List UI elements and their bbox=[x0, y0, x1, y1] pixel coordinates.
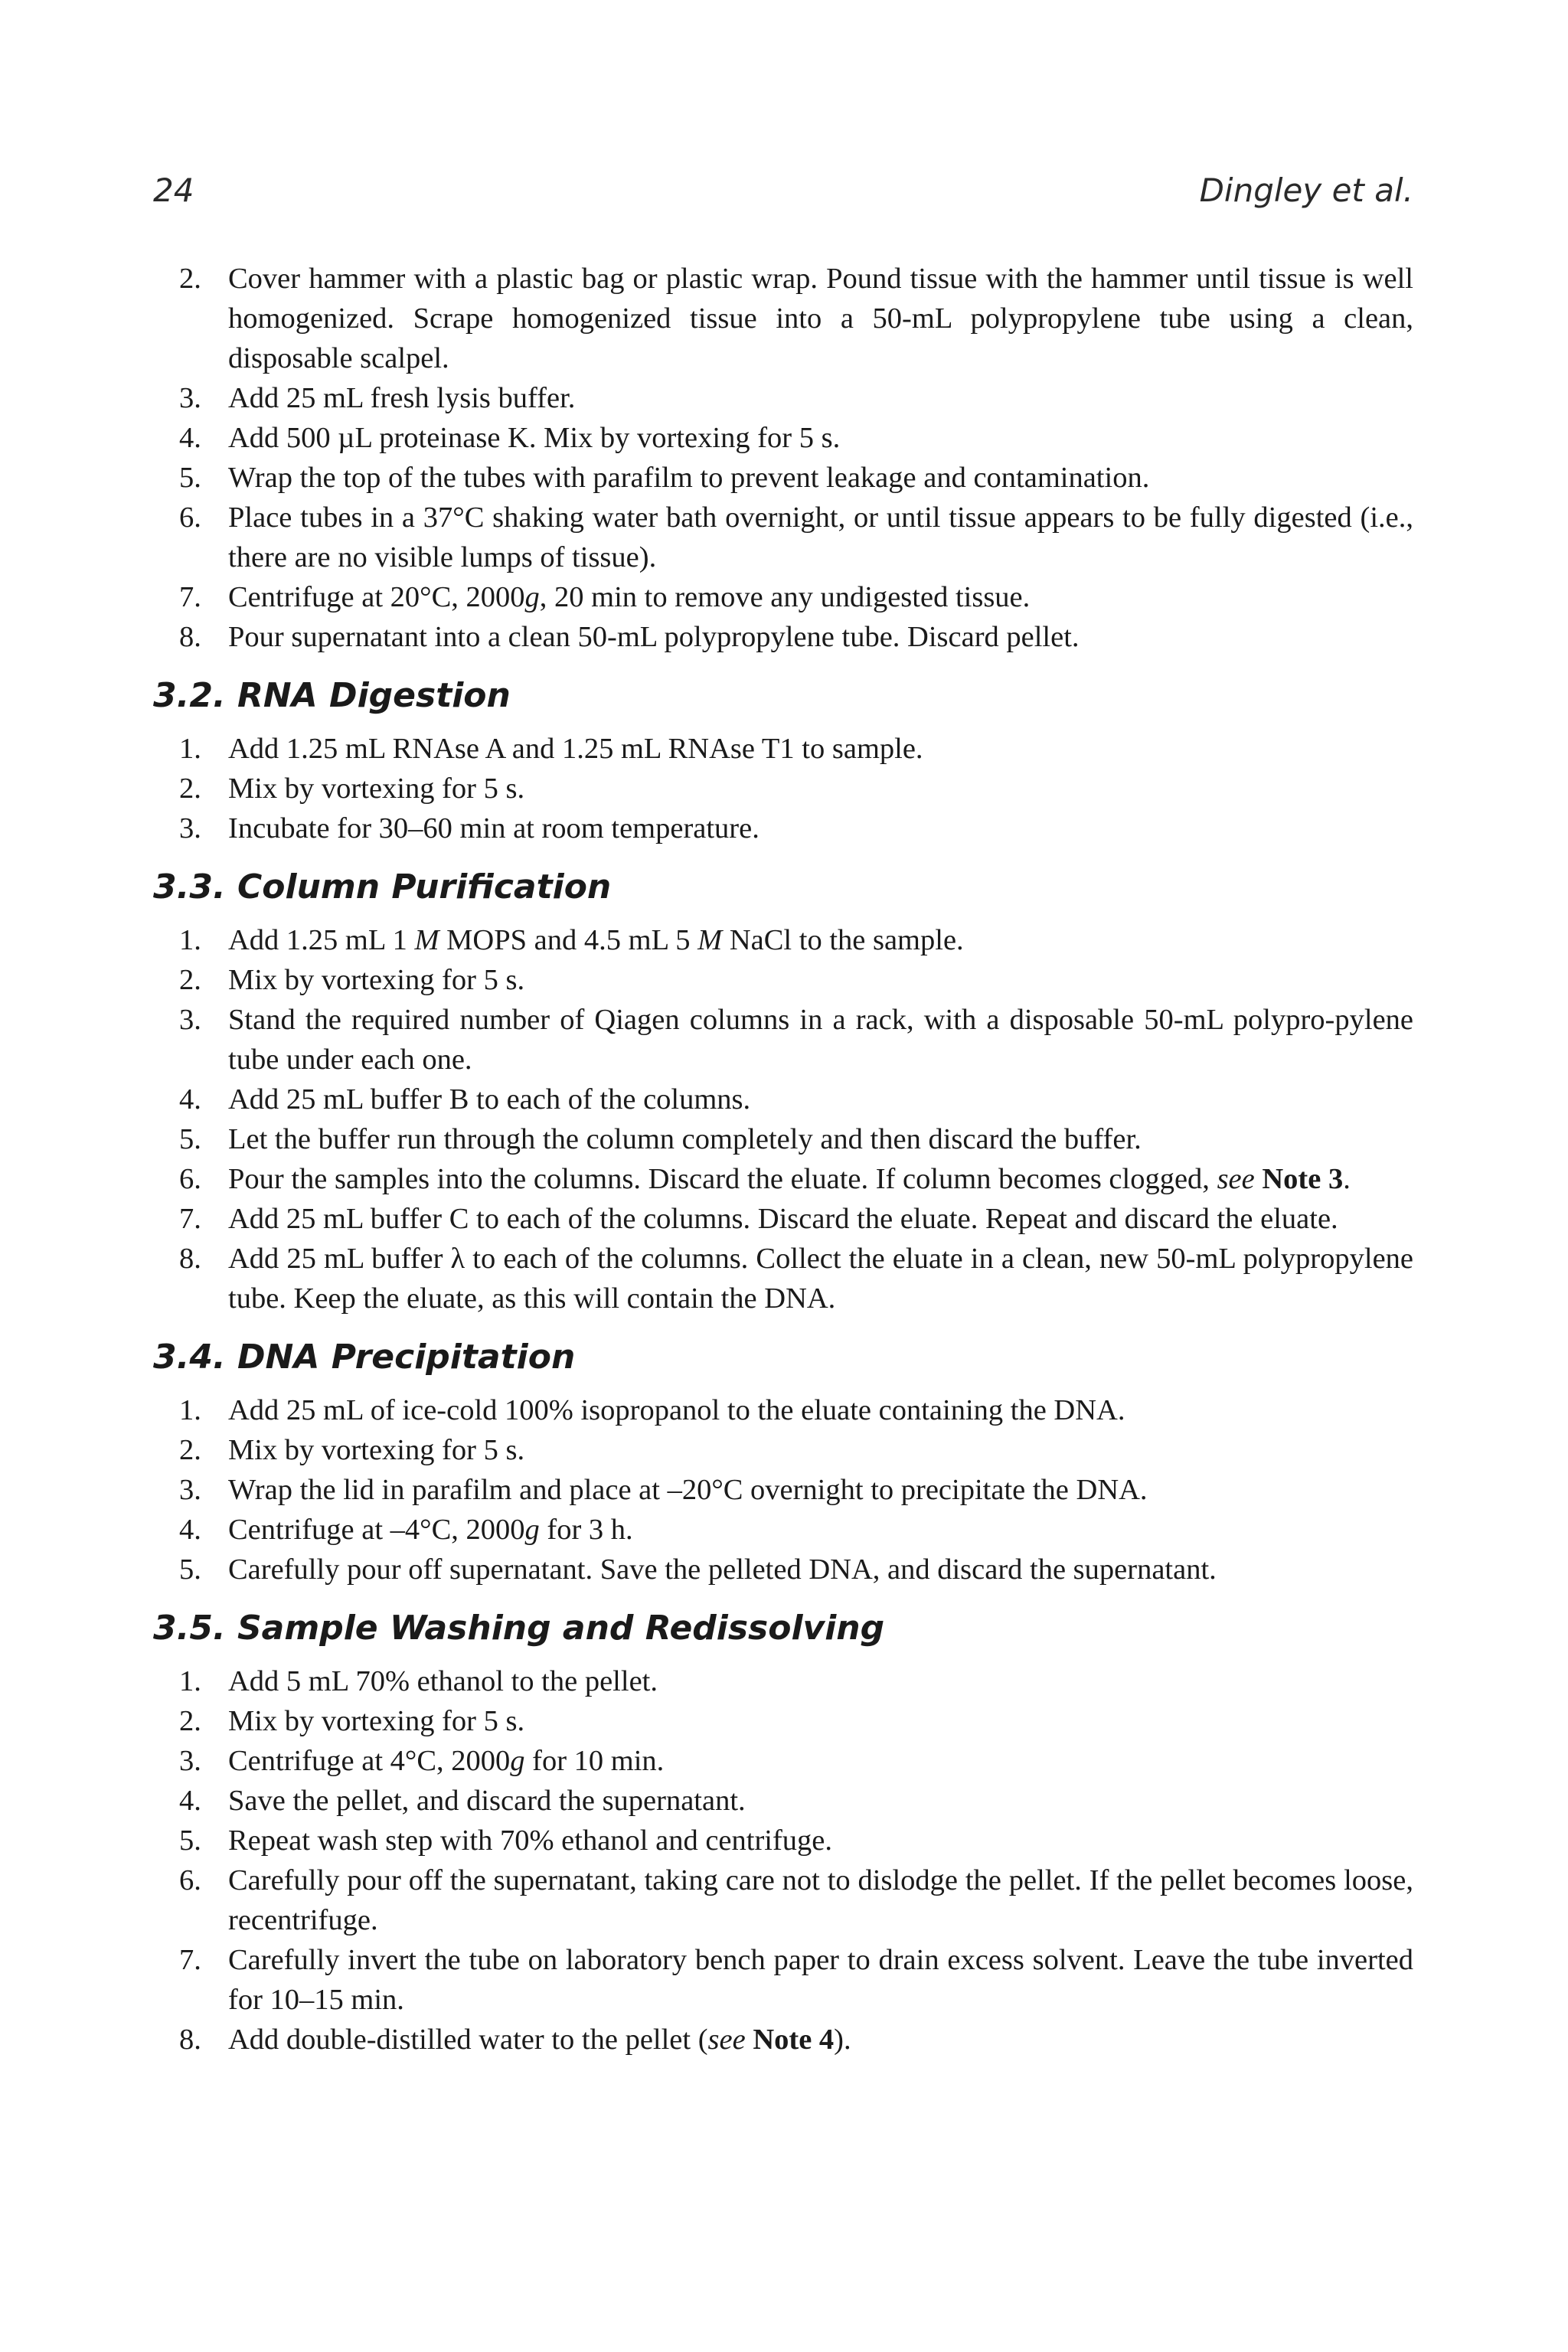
step-item bbox=[153, 1510, 1413, 1550]
step-text: Pour supernatant into a clean 50-mL polypropylene tube. Discard pellet. bbox=[228, 621, 1080, 653]
section-heading: 3.2. RNA Digestion bbox=[153, 676, 511, 715]
step-item bbox=[153, 1119, 1413, 1159]
step-text: Stand the required number of Qiagen columns in a rack, with a disposable 50-mL polypro-pylene tube under each one. bbox=[228, 1004, 1413, 1076]
step-number: 8. bbox=[179, 1243, 201, 1275]
step-number: 3. bbox=[179, 1474, 201, 1506]
step-text: Add 25 mL buffer λ to each of the columns. Collect the eluate in a clean, new 50-mL polypropylene tube. Keep the eluate, as this will contain the DNA. bbox=[228, 1243, 1413, 1315]
step-list bbox=[153, 1390, 1413, 1589]
step-text: Add 25 mL of ice-cold 100% isopropanol to the eluate containing the DNA. bbox=[228, 1394, 1125, 1426]
step-text: Carefully pour off the supernatant, taking care not to dislodge the pellet. If the pellet becomes loose, recentrifuge. bbox=[228, 1864, 1413, 1936]
step-item bbox=[153, 617, 1413, 657]
step-item bbox=[153, 458, 1413, 498]
step-item bbox=[153, 1080, 1413, 1119]
step-text: Centrifuge at –4°C, 2000g for 3 h. bbox=[228, 1514, 633, 1546]
step-text: Cover hammer with a plastic bag or plastic wrap. Pound tissue with the hammer until tissue is well homogenized. Scrape homogenized tissue into a 50-mL polypropylene tube using a clean, disposable scalpel. bbox=[228, 263, 1413, 374]
step-item bbox=[153, 378, 1413, 418]
step-number: 6. bbox=[179, 1864, 201, 1896]
step-item bbox=[153, 1550, 1413, 1589]
step-item bbox=[153, 1860, 1413, 1940]
step-text: Wrap the lid in parafilm and place at –20°C overnight to precipitate the DNA. bbox=[228, 1474, 1148, 1506]
step-text: Mix by vortexing for 5 s. bbox=[228, 773, 525, 805]
step-item bbox=[153, 1821, 1413, 1860]
step-number: 5. bbox=[179, 1123, 201, 1155]
step-number: 2. bbox=[179, 1434, 201, 1466]
step-item bbox=[153, 1661, 1413, 1701]
step-number: 7. bbox=[179, 1203, 201, 1235]
step-number: 8. bbox=[179, 2024, 201, 2056]
step-number: 2. bbox=[179, 964, 201, 996]
step-item bbox=[153, 1390, 1413, 1430]
step-item bbox=[153, 920, 1413, 960]
step-text: Carefully pour off supernatant. Save the pelleted DNA, and discard the supernatant. bbox=[228, 1553, 1217, 1586]
running-head-authors: Dingley et al. bbox=[1199, 172, 1413, 209]
step-text: Save the pellet, and discard the supernatant. bbox=[228, 1785, 746, 1817]
step-text: Add 5 mL 70% ethanol to the pellet. bbox=[228, 1665, 658, 1697]
step-number: 3. bbox=[179, 1004, 201, 1036]
step-text: Add 25 mL buffer B to each of the columns. bbox=[228, 1083, 751, 1116]
step-number: 2. bbox=[179, 773, 201, 805]
step-list bbox=[153, 729, 1413, 848]
step-item bbox=[153, 769, 1413, 808]
step-text: Carefully invert the tube on laboratory bench paper to drain excess solvent. Leave the tube inverted for 10–15 min. bbox=[228, 1944, 1413, 2016]
step-item bbox=[153, 1000, 1413, 1080]
step-item bbox=[153, 1470, 1413, 1510]
step-number: 2. bbox=[179, 263, 201, 295]
step-item bbox=[153, 808, 1413, 848]
step-number: 6. bbox=[179, 1163, 201, 1195]
section-heading: 3.5. Sample Washing and Redissolving bbox=[153, 1609, 885, 1648]
step-number: 3. bbox=[179, 382, 201, 414]
step-text: Add 25 mL fresh lysis buffer. bbox=[228, 382, 576, 414]
section-heading: 3.4. DNA Precipitation bbox=[153, 1338, 576, 1377]
step-text: Mix by vortexing for 5 s. bbox=[228, 1434, 525, 1466]
step-item bbox=[153, 1781, 1413, 1821]
step-number: 4. bbox=[179, 1785, 201, 1817]
step-text: Centrifuge at 4°C, 2000g for 10 min. bbox=[228, 1745, 665, 1777]
step-text: Add double-distilled water to the pellet (see Note 4). bbox=[228, 2024, 851, 2056]
step-text: Wrap the top of the tubes with parafilm to prevent leakage and contamination. bbox=[228, 462, 1150, 494]
step-item bbox=[153, 729, 1413, 769]
step-item bbox=[153, 577, 1413, 617]
step-text: Add 1.25 mL RNAse A and 1.25 mL RNAse T1 to sample. bbox=[228, 733, 923, 765]
step-text: Let the buffer run through the column completely and then discard the buffer. bbox=[228, 1123, 1142, 1155]
step-list bbox=[153, 920, 1413, 1318]
step-number: 1. bbox=[179, 733, 201, 765]
step-text: Mix by vortexing for 5 s. bbox=[228, 1705, 525, 1737]
section-heading: 3.3. Column Purification bbox=[153, 867, 612, 906]
step-item bbox=[153, 1701, 1413, 1741]
step-number: 1. bbox=[179, 1665, 201, 1697]
step-number: 3. bbox=[179, 812, 201, 844]
step-number: 5. bbox=[179, 462, 201, 494]
step-item bbox=[153, 1239, 1413, 1318]
step-number: 7. bbox=[179, 581, 201, 613]
step-number: 5. bbox=[179, 1824, 201, 1857]
step-number: 1. bbox=[179, 924, 201, 956]
step-number: 6. bbox=[179, 501, 201, 534]
step-item bbox=[153, 1430, 1413, 1470]
step-text: Place tubes in a 37°C shaking water bath overnight, or until tissue appears to be fully digested (i.e., there are no visible lumps of tissue). bbox=[228, 501, 1413, 573]
step-number: 4. bbox=[179, 1083, 201, 1116]
step-item bbox=[153, 259, 1413, 378]
page-body bbox=[153, 259, 1413, 2060]
step-number: 8. bbox=[179, 621, 201, 653]
step-number: 2. bbox=[179, 1705, 201, 1737]
step-item bbox=[153, 418, 1413, 458]
step-text: Pour the samples into the columns. Discard the eluate. If column becomes clogged, see Note 3. bbox=[228, 1163, 1351, 1195]
step-item bbox=[153, 1940, 1413, 2020]
step-item bbox=[153, 960, 1413, 1000]
step-text: Centrifuge at 20°C, 2000g, 20 min to remove any undigested tissue. bbox=[228, 581, 1031, 613]
step-list bbox=[153, 259, 1413, 657]
running-header bbox=[153, 172, 1413, 217]
step-text: Add 25 mL buffer C to each of the columns. Discard the eluate. Repeat and discard the eluate. bbox=[228, 1203, 1338, 1235]
step-item bbox=[153, 2020, 1413, 2060]
step-number: 4. bbox=[179, 422, 201, 454]
step-item bbox=[153, 1159, 1413, 1199]
step-item bbox=[153, 1199, 1413, 1239]
step-text: Add 1.25 mL 1 M MOPS and 4.5 mL 5 M NaCl to the sample. bbox=[228, 924, 964, 956]
step-list bbox=[153, 1661, 1413, 2060]
step-item bbox=[153, 1741, 1413, 1781]
step-text: Add 500 µL proteinase K. Mix by vortexing for 5 s. bbox=[228, 422, 841, 454]
step-number: 7. bbox=[179, 1944, 201, 1976]
page-number: 24 bbox=[153, 172, 194, 209]
step-text: Repeat wash step with 70% ethanol and centrifuge. bbox=[228, 1824, 833, 1857]
step-number: 1. bbox=[179, 1394, 201, 1426]
step-number: 3. bbox=[179, 1745, 201, 1777]
step-text: Mix by vortexing for 5 s. bbox=[228, 964, 525, 996]
step-item bbox=[153, 498, 1413, 577]
step-number: 4. bbox=[179, 1514, 201, 1546]
step-text: Incubate for 30–60 min at room temperature. bbox=[228, 812, 760, 844]
step-number: 5. bbox=[179, 1553, 201, 1586]
